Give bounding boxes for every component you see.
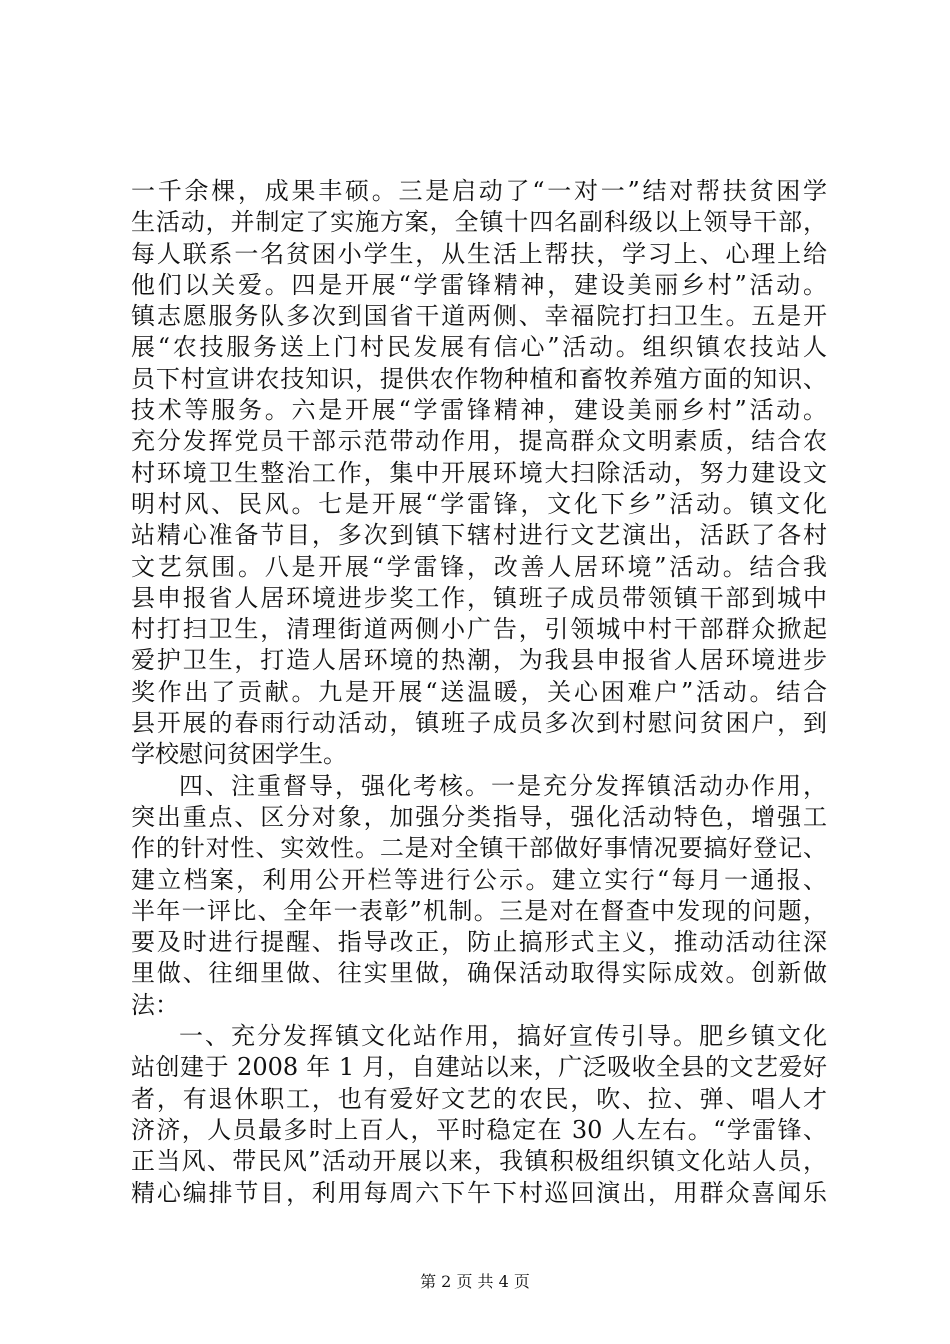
text-line: 镇志愿服务队多次到国省干道两侧、幸福院打扫卫生。五是开 — [131, 302, 827, 331]
text-line: 一、充分发挥镇文化站作用，搞好宣传引导。肥乡镇文化 — [179, 1022, 827, 1051]
text-line: 明村风、民风。七是开展“学雷锋，文化下乡”活动。镇文化 — [131, 489, 827, 518]
text-line: 他们以关爱。四是开展“学雷锋精神，建设美丽乡村”活动。 — [131, 270, 827, 299]
text-line: 县申报省人居环境进步奖工作，镇班子成员带领镇干部到城中 — [131, 583, 827, 612]
text-line: 济济，人员最多时上百人，平时稳定在 30 人左右。“学雷锋、 — [131, 1115, 827, 1144]
text-line: 县开展的春雨行动活动，镇班子成员多次到村慰问贫困户，到 — [131, 709, 827, 738]
text-line: 学校慰问贫困学生。 — [131, 740, 347, 769]
text-line: 者，有退休职工，也有爱好文艺的农民，吹、拉、弹、唱人才 — [131, 1084, 827, 1113]
text-line: 村环境卫生整治工作，集中开展环境大扫除活动，努力建设文 — [131, 458, 827, 487]
text-line: 生活动，并制定了实施方案，全镇十四名副科级以上领导干部， — [131, 208, 827, 237]
text-line: 村打扫卫生，清理街道两侧小广告，引领城中村干部群众掀起 — [131, 615, 827, 644]
text-line: 四、注重督导，强化考核。一是充分发挥镇活动办作用， — [179, 771, 827, 800]
text-line: 充分发挥党员干部示范带动作用，提高群众文明素质，结合农 — [131, 427, 827, 456]
text-line: 奖作出了贡献。九是开展“送温暖，关心困难户”活动。结合 — [131, 677, 827, 706]
text-line: 一千余棵，成果丰硕。三是启动了“一对一”结对帮扶贫困学 — [131, 177, 827, 205]
text-line: 精心编排节目，利用每周六下午下村巡回演出，用群众喜闻乐 — [131, 1178, 827, 1207]
text-line: 员下村宣讲农技知识，提供农作物种植和畜牧养殖方面的知识、 — [131, 364, 827, 393]
text-line: 爱护卫生，打造人居环境的热潮，为我县申报省人居环境进步 — [131, 646, 827, 675]
text-line: 站创建于 2008 年 1 月，自建站以来，广泛吸收全县的文艺爱好 — [131, 1053, 827, 1082]
text-line: 要及时进行提醒、指导改正，防止搞形式主义，推动活动往深 — [131, 928, 827, 957]
text-line: 展“农技服务送上门村民发展有信心”活动。组织镇农技站人 — [131, 333, 827, 362]
text-line: 每人联系一名贫困小学生，从生活上帮扶，学习上、心理上给 — [131, 239, 827, 268]
text-line: 文艺氛围。八是开展“学雷锋，改善人居环境”活动。结合我 — [131, 552, 827, 581]
text-line: 半年一评比、全年一表彰”机制。三是对在督查中发现的问题， — [131, 896, 827, 925]
text-line: 正当风、带民风”活动开展以来，我镇积极组织镇文化站人员， — [131, 1147, 827, 1176]
page-footer: 第 2 页 共 4 页 — [420, 1272, 530, 1291]
text-line: 突出重点、区分对象，加强分类指导，强化活动特色，增强工 — [131, 802, 827, 831]
document-body — [131, 176, 827, 1209]
text-line: 建立档案，利用公开栏等进行公示。建立实行“每月一通报、 — [131, 865, 827, 894]
text-line: 法： — [131, 990, 179, 1019]
text-line: 作的针对性、实效性。二是对全镇干部做好事情况要搞好登记、 — [131, 834, 827, 863]
text-line: 技术等服务。六是开展“学雷锋精神，建设美丽乡村”活动。 — [131, 396, 827, 425]
text-line: 里做、往细里做、往实里做，确保活动取得实际成效。创新做 — [131, 959, 827, 988]
text-line: 站精心准备节目，多次到镇下辖村进行文艺演出，活跃了各村 — [131, 521, 827, 550]
